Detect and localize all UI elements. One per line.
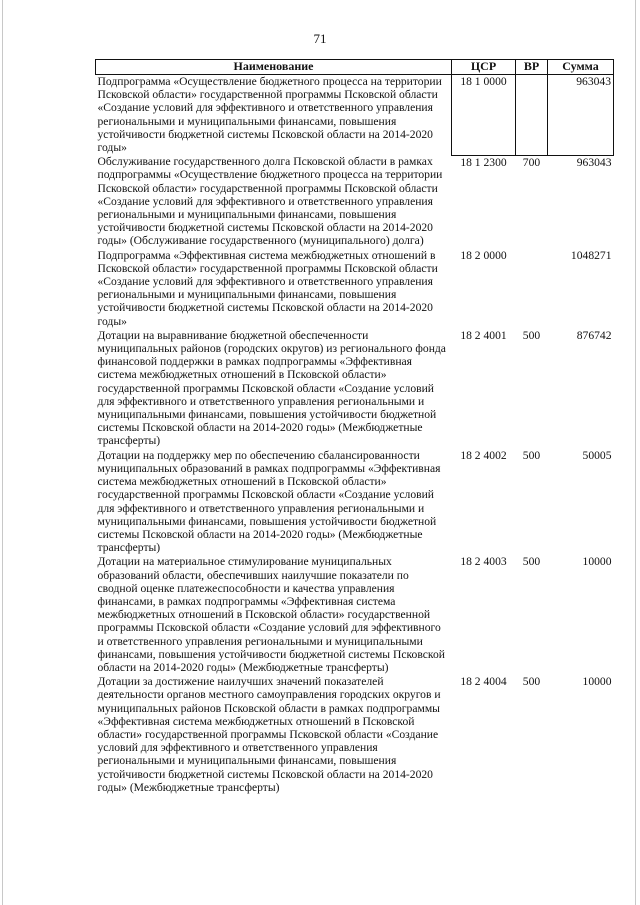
table-row — [96, 449, 614, 556]
row-name: Дотации на выравнивание бюджетной обеспеченности муниципальных районов (городских округов) из регионального фонда финансовой поддержки в рамках подпрограммы «Эффективная система межбюджетных отношений в Псковской области» государственной программы Псковской области «Создание условий для эффективного и ответственного управления региональными и муниципальными финансами, повышения устойчивости бюджетной системы Псковской области на 2014-2020 годы» (Межбюджетные трансферты) — [97, 328, 446, 448]
row-csr: 18 2 4001 — [460, 328, 507, 342]
table-row — [96, 249, 614, 329]
row-name: Дотации на поддержку мер по обеспечению сбалансированности муниципальных образований в рамках подпрограммы «Эффективная система межбюджетных отношений в Псковской области» государственной программы Псковской области «Создание условий для эффективного и ответственного управления региональными и муниципальными финансами, повышения устойчивости бюджетной системы Псковской области на 2014-2020 годы» (Межбюджетные трансферты) — [97, 448, 441, 555]
table-row — [96, 75, 614, 156]
row-csr: 18 2 0000 — [460, 248, 507, 262]
row-csr: 18 1 2300 — [460, 155, 507, 169]
row-sum: 963043 — [576, 155, 612, 169]
row-name: Дотации на материальное стимулирование муниципальных образований области, обеспечивших наилучшие показатели по сводной оценке платежеспособности и качества управления финансами, в рамках подпрограммы «Эффективная система межбюджетных отношений в Псковской области» государственной программы Псковской области «Создание условий для эффективного и ответственного управления региональными и муниципальными финансами, повышения устойчивости бюджетной системы Псковской области на 2014-2020 годы» (Межбюджетные трансферты) — [97, 555, 445, 674]
row-sum: 50005 — [582, 448, 612, 462]
header-name: Наименование — [96, 60, 452, 75]
row-vr: 500 — [522, 448, 541, 462]
page-number: 71 — [313, 31, 327, 46]
table-row — [96, 555, 614, 675]
table-row — [96, 155, 614, 248]
header-vr: ВР — [516, 60, 548, 75]
row-name: Подпрограмма «Осуществление бюджетного процесса на территории Псковской области» государственной программы Псковской области «Создание условий для эффективного и ответственного управления региональными и муниципальными финансами, повышения устойчивости бюджетной системы Псковской области на 2014-2020 годы» — [97, 75, 442, 155]
budget-table — [95, 59, 614, 795]
row-sum: 10000 — [582, 675, 612, 689]
row-sum: 10000 — [582, 555, 612, 569]
row-name: Дотации за достижение наилучших значений показателей деятельности органов местного самоуправления городских округов и муниципальных районов Псковской области в рамках подпрограммы «Эффективная система межбюджетных отношений в Псковской области» государственной программы Псковской области «Создание условий для эффективного и ответственного управления региональными и муниципальными финансами, повышения устойчивости бюджетной системы Псковской области на 2014-2020 годы» (Межбюджетные трансферты) — [97, 675, 441, 794]
header-row — [96, 60, 614, 75]
row-vr: 500 — [522, 328, 541, 342]
table-body — [96, 75, 614, 795]
row-vr — [516, 249, 548, 329]
row-csr: 18 2 4003 — [460, 555, 507, 569]
table-row — [96, 675, 614, 795]
row-vr: 700 — [522, 155, 541, 169]
scan-edge-right — [635, 0, 636, 905]
row-name: Подпрограмма «Эффективная система межбюджетных отношений в Псковской области» государственной программы Псковской области «Создание условий для эффективного и ответственного управления региональными и муниципальными финансами, повышения устойчивости бюджетной системы Псковской области на 2014-2020 годы» — [97, 248, 438, 328]
table-header — [96, 60, 614, 75]
row-csr: 18 2 4004 — [460, 675, 507, 689]
scan-edge-left — [2, 0, 3, 905]
row-csr: 18 2 4002 — [460, 448, 507, 462]
table-row — [96, 329, 614, 449]
row-csr: 18 1 0000 — [452, 75, 516, 156]
header-csr: ЦСР — [452, 60, 516, 75]
row-sum: 963043 — [548, 75, 614, 156]
row-vr: 500 — [522, 555, 541, 569]
row-sum: 1048271 — [570, 248, 612, 262]
row-name: Обслуживание государственного долга Псковской области в рамках подпрограммы «Осуществление бюджетного процесса на территории Псковской области» государственной программы Псковской области «Создание условий для эффективного и ответственного управления региональными и муниципальными финансами, повышения устойчивости бюджетной системы Псковской области на 2014-2020 годы» (Обслуживание государственного (муниципального) долга) — [97, 155, 443, 248]
row-vr — [516, 75, 548, 156]
row-sum: 876742 — [576, 328, 612, 342]
header-sum: Сумма — [548, 60, 614, 75]
row-vr: 500 — [522, 675, 541, 689]
